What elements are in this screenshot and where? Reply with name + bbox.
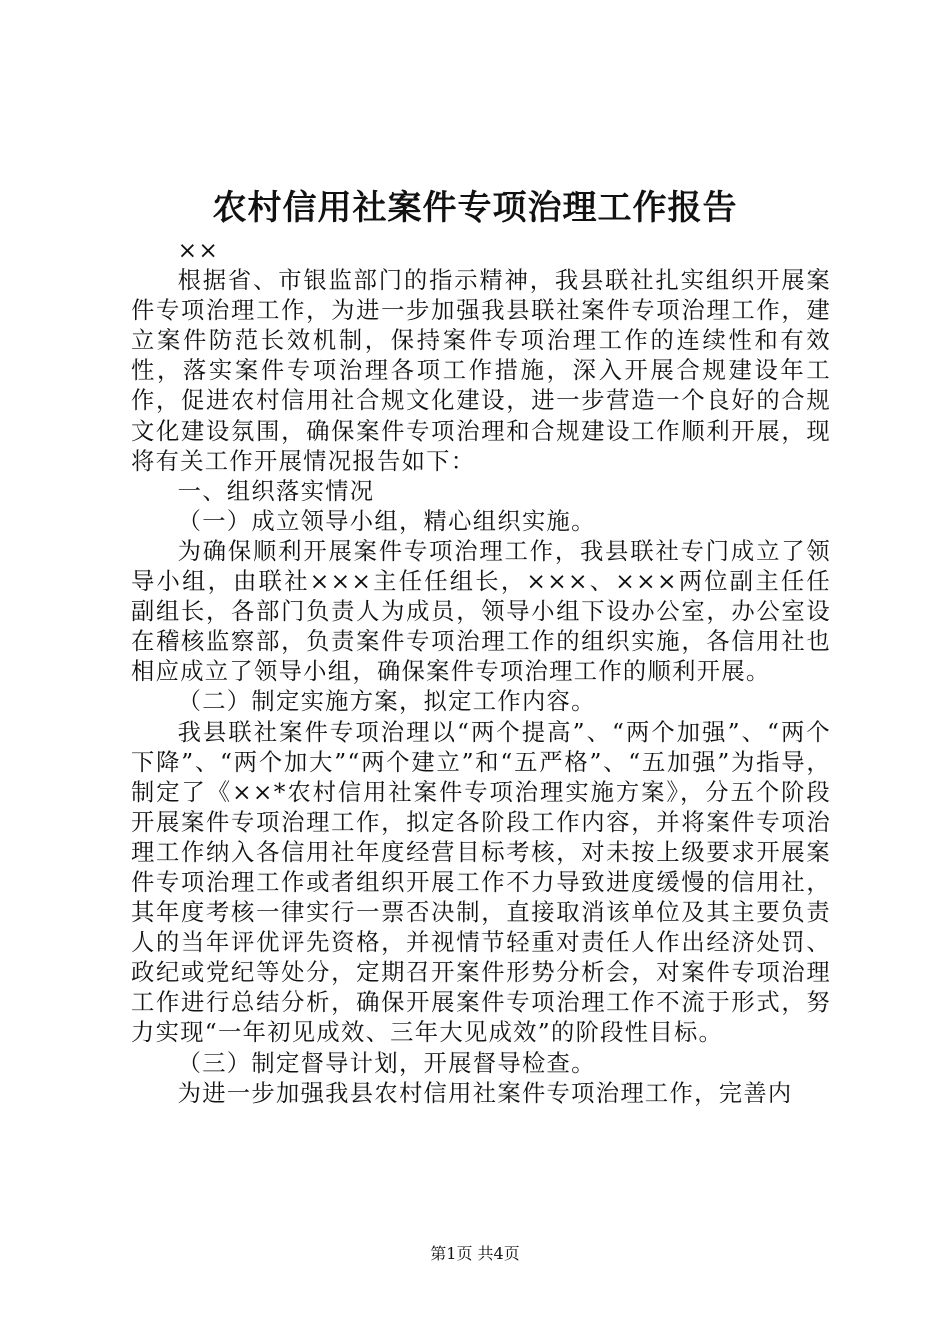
subsection-heading: （三）制定督导计划，开展督导检查。 bbox=[177, 1049, 596, 1077]
page-number-footer: 第1页 共4页 bbox=[430, 1244, 520, 1263]
subsection-heading: （二）制定实施方案，拟定工作内容。 bbox=[177, 688, 596, 716]
subsection-heading: （一）成立领导小组，精心组织实施。 bbox=[177, 507, 596, 535]
paragraph-intro: 根据省、市银监部门的指示精神，我县联社扎实组织开展案件专项治理工作，为进一步加强我县联社案件专项治理工作，建立案件防范长效机制，保持案件专项治理工作的连续性和有效性，落实案件专项治理各项工作措施，深入开展合规建设年工作，促进农村信用社合规文化建设，进一步营造一个良好的合规文化建设氛围，确保案件专项治理和合规建设工作顺利开展，现将有关工作开展情况报告如下： bbox=[131, 267, 831, 475]
author-line: ×× bbox=[177, 237, 220, 264]
paragraph: 为确保顺利开展案件专项治理工作，我县联社专门成立了领导小组，由联社×××主任任组长，×××、×××两位副主任任副组长，各部门负责人为成员，领导小组下设办公室，办公室设在稽核监察部，负责案件专项治理工作的组织实施，各信用社也相应成立了领导小组，确保案件专项治理工作的顺利开展。 bbox=[131, 537, 831, 686]
paragraph: 我县联社案件专项治理以“两个提高”、“两个加强”、“两个下降”、“两个加大”“两个建立”和“五严格”、“五加强”为指导，制定了《××*农村信用社案件专项治理实施方案》，分五个阶段开展案件专项治理工作，拟定各阶段工作内容，并将案件专项治理工作纳入各信用社年度经营目标考核，对未按上级要求开展案件专项治理工作或者组织开展工作不力导致进度缓慢的信用社，其年度考核一律实行一票否决制，直接取消该单位及其主要负责人的当年评优评先资格，并视情节轻重对责任人作出经济处罚、政纪或党纪等处分，定期召开案件形势分析会，对案件专项治理工作进行总结分析，确保开展案件专项治理工作不流于形式，努力实现“一年初见成效、三年大见成效”的阶段性目标。 bbox=[131, 718, 831, 1047]
document-title: 农村信用社案件专项治理工作报告 bbox=[212, 188, 738, 228]
section-heading: 一、组织落实情况 bbox=[177, 477, 375, 505]
document-body bbox=[131, 236, 831, 1109]
paragraph: 为进一步加强我县农村信用社案件专项治理工作，完善内 bbox=[177, 1079, 793, 1107]
